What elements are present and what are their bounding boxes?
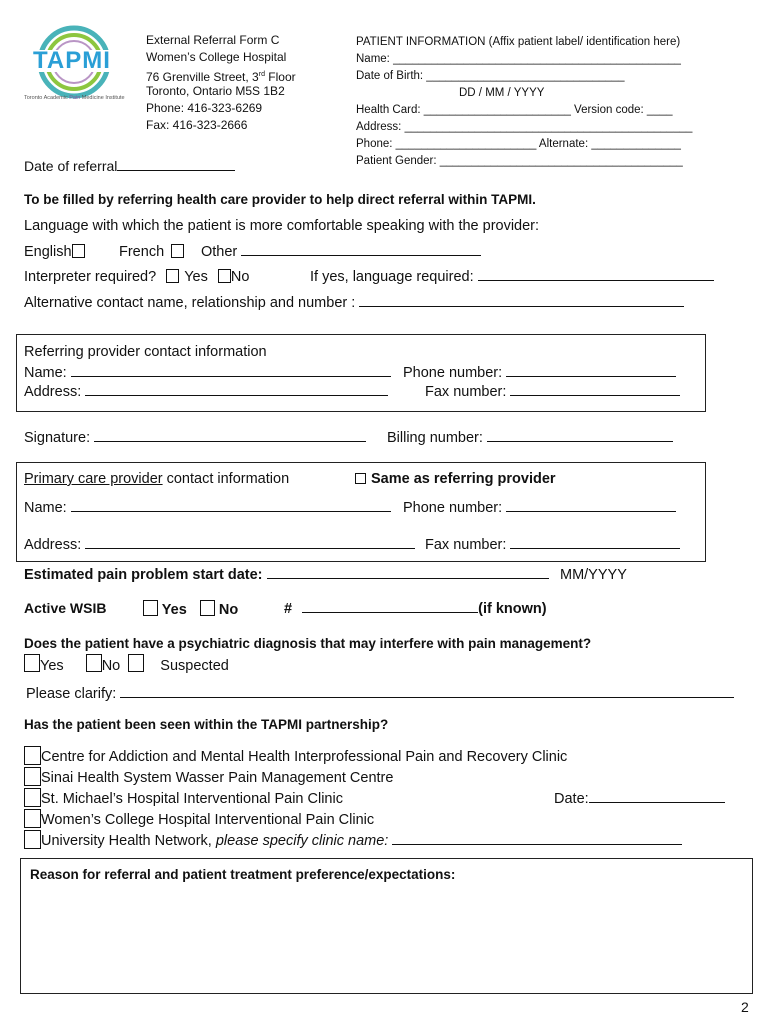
clinic-label-uhn: University Health Network,	[41, 833, 216, 849]
referring-name-input[interactable]	[71, 364, 391, 377]
clinic-checkbox[interactable]	[24, 809, 41, 828]
pain-start-row	[24, 566, 549, 584]
psychiatric-suspected-checkbox[interactable]	[128, 654, 144, 672]
wsib-options	[143, 600, 238, 619]
primary-care-title-rest: contact information	[162, 471, 290, 487]
primary-address-input[interactable]	[85, 536, 415, 549]
clinic-item	[24, 767, 682, 788]
logo-text: TAPMI	[33, 47, 111, 74]
referring-fax-input[interactable]	[510, 383, 680, 396]
primary-name-label: Name:	[24, 500, 67, 516]
referring-fax-row	[425, 383, 680, 401]
language-question: Language with which the patient is more comfortable speaking with the provider:	[24, 218, 540, 234]
referring-name-label: Name:	[24, 365, 67, 381]
wsib-label: Active WSIB	[24, 600, 107, 616]
psychiatric-no-checkbox[interactable]	[86, 654, 102, 672]
wsib-number-input[interactable]	[302, 600, 478, 613]
other-label: Other	[201, 244, 238, 260]
psychiatric-options	[24, 654, 229, 675]
dob-format: DD / MM / YYYY	[459, 87, 545, 99]
clinic-checkbox[interactable]	[24, 788, 41, 807]
billing-input[interactable]	[487, 429, 673, 442]
pain-start-format: MM/YYYY	[560, 567, 627, 583]
primary-care-title	[24, 470, 289, 488]
street-address: 76 Grenville Street, 3rd Floor	[146, 70, 296, 84]
english-label: English	[24, 244, 72, 260]
uhn-clinic-input[interactable]	[392, 832, 682, 845]
primary-fax-input[interactable]	[510, 536, 680, 549]
primary-phone-row	[403, 499, 676, 517]
alternative-contact-input[interactable]	[359, 294, 684, 307]
primary-fax-label: Fax number:	[425, 537, 507, 553]
psychiatric-no-label: No	[101, 658, 121, 674]
patient-gender-field[interactable]: Patient Gender: ______________________________________	[356, 155, 683, 167]
primary-care-title-link: Primary care provider	[24, 471, 163, 487]
alternative-contact-row	[24, 294, 684, 312]
wsib-number-row	[284, 600, 547, 618]
same-as-referring-row	[355, 470, 556, 488]
patient-name-field[interactable]: Name: _____________________________________________	[356, 53, 681, 65]
clinic-item	[24, 746, 682, 767]
referring-fax-label: Fax number:	[425, 384, 507, 400]
clinic-label: Women’s College Hospital Interventional Pain Clinic	[41, 812, 375, 828]
date-of-referral-row	[24, 157, 235, 175]
section-heading: To be filled by referring health care provider to help direct referral within TAPMI.	[24, 192, 536, 207]
date-of-referral-input[interactable]	[117, 158, 235, 171]
referring-address-input[interactable]	[85, 383, 388, 396]
clinic-checkbox[interactable]	[24, 746, 41, 765]
signature-input[interactable]	[94, 429, 366, 442]
clinic-checkbox[interactable]	[24, 830, 41, 849]
billing-label: Billing number:	[387, 430, 483, 446]
primary-name-input[interactable]	[71, 499, 391, 512]
interpreter-row	[24, 268, 249, 286]
primary-phone-input[interactable]	[506, 499, 676, 512]
interpreter-no-label: No	[230, 269, 250, 285]
patient-info-title: PATIENT INFORMATION (Affix patient label/ identification here)	[356, 36, 681, 48]
patient-phone-field[interactable]: Phone: ______________________ Alternate: ______________	[356, 138, 681, 150]
referring-address-label: Address:	[24, 384, 82, 400]
primary-address-row	[24, 536, 415, 554]
language-required-input[interactable]	[478, 268, 714, 281]
pain-start-label: Estimated pain problem start date:	[24, 567, 263, 583]
referring-phone-input[interactable]	[506, 364, 676, 377]
french-checkbox[interactable]	[171, 244, 184, 258]
wsib-no-label: No	[218, 602, 239, 618]
clinic-label: St. Michael’s Hospital Interventional Pain Clinic	[41, 791, 343, 807]
pain-start-input[interactable]	[267, 566, 549, 579]
reason-title: Reason for referral and patient treatment preference/expectations:	[30, 867, 456, 882]
date-of-referral-label: Date of referral	[24, 158, 118, 174]
header-fax: Fax: 416-323-2666	[146, 118, 248, 132]
wsib-yes-checkbox[interactable]	[143, 600, 158, 616]
psychiatric-yes-label: Yes	[40, 658, 64, 674]
referring-address-row	[24, 383, 388, 401]
partnership-date-row	[554, 790, 725, 808]
patient-dob-field[interactable]: Date of Birth: _______________________________	[356, 70, 625, 82]
clinic-checkbox[interactable]	[24, 767, 41, 786]
clarify-label: Please clarify:	[26, 686, 117, 702]
primary-phone-label: Phone number:	[403, 500, 503, 516]
tapmi-logo	[24, 24, 132, 110]
interpreter-yes-checkbox[interactable]	[166, 269, 179, 283]
referring-phone-label: Phone number:	[403, 365, 503, 381]
alternative-contact-label: Alternative contact name, relationship and number :	[24, 295, 356, 311]
wsib-yes-label: Yes	[161, 602, 187, 618]
patient-address-field[interactable]: Address: _____________________________________________	[356, 121, 693, 133]
header-address	[146, 33, 296, 135]
city: Toronto, Ontario M5S 1B2	[146, 84, 285, 98]
same-as-referring-label: Same as referring provider	[371, 471, 556, 487]
clinic-label: Sinai Health System Wasser Pain Management Centre	[41, 770, 394, 786]
signature-label: Signature:	[24, 430, 91, 446]
french-option	[119, 243, 184, 261]
language-required-label: If yes, language required:	[310, 269, 474, 285]
header-phone: Phone: 416-323-6269	[146, 101, 263, 115]
language-options	[24, 243, 85, 261]
health-card-field[interactable]: Health Card: _______________________ Version code: ____	[356, 104, 673, 116]
psychiatric-question: Does the patient have a psychiatric diagnosis that may interfere with pain management?	[24, 636, 592, 651]
clinic-label-uhn-specify: please specify clinic name:	[215, 833, 389, 849]
partnership-date-input[interactable]	[589, 790, 725, 803]
primary-name-row	[24, 499, 391, 517]
other-option	[201, 243, 481, 261]
primary-fax-row	[425, 536, 680, 554]
language-required-row	[310, 268, 714, 286]
french-label: French	[119, 244, 165, 260]
clinic-label: Centre for Addiction and Mental Health Interprofessional Pain and Recovery Clinic	[41, 749, 568, 765]
clarify-row	[26, 685, 734, 703]
wsib-if-known: (if known)	[478, 601, 547, 617]
other-language-input[interactable]	[241, 243, 481, 256]
signature-row	[24, 429, 366, 447]
referring-name-row	[24, 364, 391, 382]
same-as-referring-checkbox[interactable]	[355, 473, 366, 484]
referring-provider-title: Referring provider contact information	[24, 344, 267, 360]
psychiatric-yes-checkbox[interactable]	[24, 654, 40, 672]
english-checkbox[interactable]	[72, 244, 85, 258]
partnership-question: Has the patient been seen within the TAPMI partnership?	[24, 717, 389, 732]
primary-address-label: Address:	[24, 537, 82, 553]
psychiatric-suspected-label: Suspected	[160, 658, 229, 674]
clarify-input[interactable]	[120, 685, 734, 698]
partnership-date-label: Date:	[554, 791, 589, 807]
interpreter-no-checkbox[interactable]	[218, 269, 231, 283]
hospital-name: Women’s College Hospital	[146, 50, 287, 64]
wsib-no-checkbox[interactable]	[200, 600, 215, 616]
clinic-item	[24, 809, 682, 830]
referring-phone-row	[403, 364, 676, 382]
interpreter-yes-label: Yes	[184, 269, 208, 285]
wsib-hash: #	[284, 601, 293, 617]
logo-tagline: Toronto Academic Pain Medicine Institute	[24, 95, 125, 101]
patient-info-block	[356, 34, 692, 170]
billing-row	[387, 429, 673, 447]
clinic-item	[24, 830, 682, 851]
page-number: 2	[741, 999, 749, 1015]
form-title: External Referral Form C	[146, 33, 280, 47]
interpreter-label: Interpreter required?	[24, 269, 157, 285]
